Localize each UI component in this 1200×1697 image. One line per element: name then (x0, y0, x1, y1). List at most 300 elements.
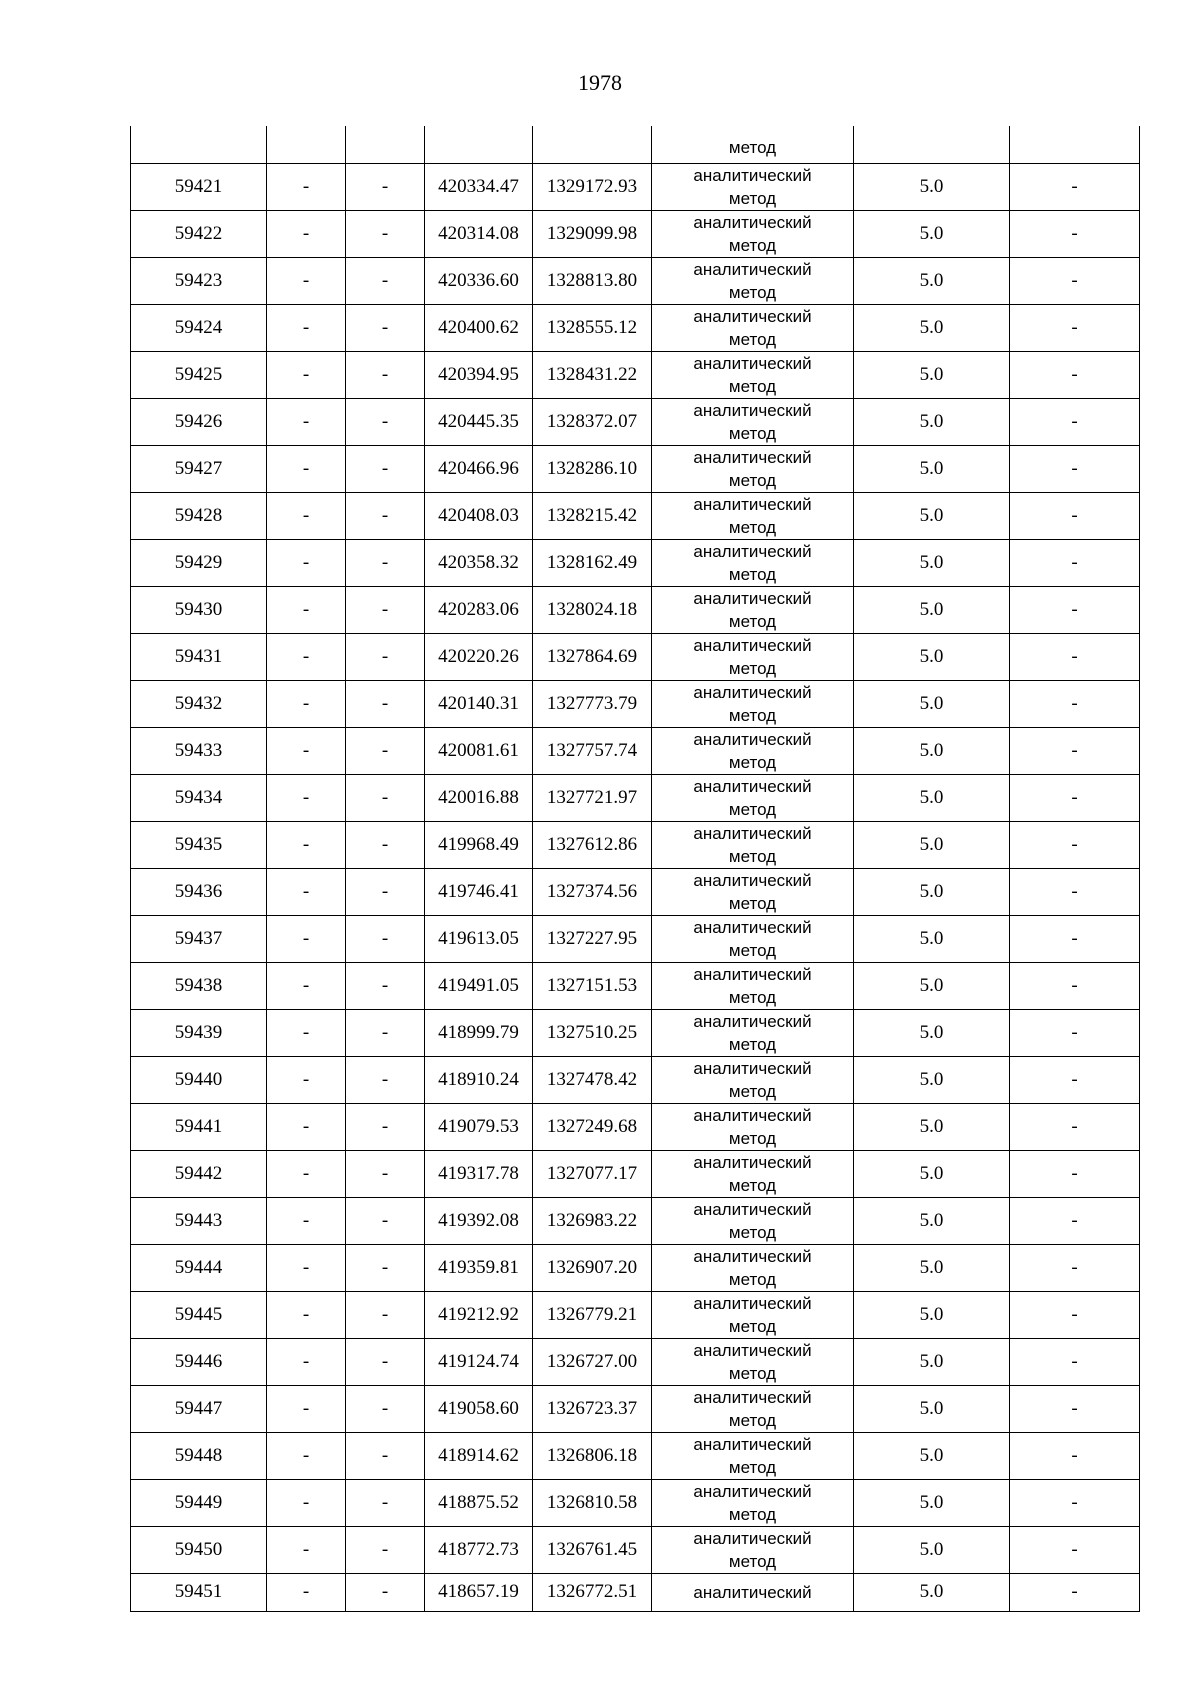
cell-method (652, 1009, 854, 1056)
method-line-1: аналитический (693, 729, 812, 749)
cell-method (652, 868, 854, 915)
cell-accuracy: 5.0 (854, 962, 1010, 1009)
cell-accuracy: 5.0 (854, 1573, 1010, 1611)
method-line-2: метод (728, 1081, 777, 1101)
cell-method (652, 1573, 854, 1611)
cell-c2: - (267, 1197, 346, 1244)
method-line-1: аналитический (693, 494, 812, 514)
cell-c3: - (346, 210, 425, 257)
cell-note: - (1010, 1291, 1140, 1338)
method-line-2: метод (728, 987, 777, 1007)
cell-c2: - (267, 1103, 346, 1150)
cell-id: 59431 (131, 633, 267, 680)
table-row (131, 304, 1140, 351)
method-line-1: аналитический (693, 1105, 812, 1125)
cell-x: 420081.61 (425, 727, 533, 774)
method-line-1: аналитический (693, 259, 812, 279)
cell-c3: - (346, 445, 425, 492)
method-line-2: метод (728, 1175, 777, 1195)
cell-note: - (1010, 1197, 1140, 1244)
cell-id: 59427 (131, 445, 267, 492)
method-text: метод (728, 137, 777, 157)
cell-c3: - (346, 1150, 425, 1197)
cell-method (652, 774, 854, 821)
method-line-1: аналитический (693, 541, 812, 561)
cell-note: - (1010, 351, 1140, 398)
cell-method (652, 1244, 854, 1291)
cell-method (652, 1103, 854, 1150)
cell-note: - (1010, 398, 1140, 445)
cell-c2: - (267, 586, 346, 633)
cell-y: 1328813.80 (533, 257, 652, 304)
cell-method (652, 539, 854, 586)
cell-x: 420220.26 (425, 633, 533, 680)
cell-c2: - (267, 1338, 346, 1385)
table-row (131, 492, 1140, 539)
cell-x: 420334.47 (425, 163, 533, 210)
method-line-1: аналитический (693, 635, 812, 655)
cell-c3: - (346, 1479, 425, 1526)
cell-id: 59434 (131, 774, 267, 821)
cell-c2: - (267, 868, 346, 915)
cell-method (652, 586, 854, 633)
method-line-1: аналитический (693, 1481, 812, 1501)
cell-y: 1329172.93 (533, 163, 652, 210)
cell-id: 59447 (131, 1385, 267, 1432)
method-line-1: аналитический (693, 353, 812, 373)
cell-c2: - (267, 1432, 346, 1479)
method-line-2: метод (728, 893, 777, 913)
cell-accuracy: 5.0 (854, 163, 1010, 210)
cell-c2: - (267, 1291, 346, 1338)
cell-accuracy: 5.0 (854, 1291, 1010, 1338)
cell-y: 1327773.79 (533, 680, 652, 727)
cell-method (652, 1385, 854, 1432)
cell-y: 1326907.20 (533, 1244, 652, 1291)
table-row (131, 539, 1140, 586)
table-row (131, 774, 1140, 821)
cell-y: 1328162.49 (533, 539, 652, 586)
method-line-2: метод (728, 846, 777, 866)
cell-note: - (1010, 1244, 1140, 1291)
cell-note: - (1010, 774, 1140, 821)
cell-y: 1328372.07 (533, 398, 652, 445)
cell-note: - (1010, 210, 1140, 257)
cell-accuracy: 5.0 (854, 1056, 1010, 1103)
cell-x: 419359.81 (425, 1244, 533, 1291)
cell-x: 418914.62 (425, 1432, 533, 1479)
cell-c3: - (346, 774, 425, 821)
cell-note: - (1010, 680, 1140, 727)
cell-accuracy: 5.0 (854, 1479, 1010, 1526)
cell-c2: - (267, 1150, 346, 1197)
method-line-2: метод (728, 705, 777, 725)
cell-x: 420336.60 (425, 257, 533, 304)
cell-x: 420408.03 (425, 492, 533, 539)
cell-method (652, 1197, 854, 1244)
cell-method (652, 126, 854, 163)
cell-y: 1326806.18 (533, 1432, 652, 1479)
cell-id: 59446 (131, 1338, 267, 1385)
method-line-2: метод (728, 940, 777, 960)
cell-c2: - (267, 774, 346, 821)
cell-c2: - (267, 962, 346, 1009)
cell-id: 59425 (131, 351, 267, 398)
cell-y: 1326761.45 (533, 1526, 652, 1573)
cell-method (652, 1150, 854, 1197)
cell-note: - (1010, 868, 1140, 915)
cell-method (652, 1338, 854, 1385)
cell-id: 59436 (131, 868, 267, 915)
cell-note: - (1010, 539, 1140, 586)
cell-c2: - (267, 539, 346, 586)
method-line-1: аналитический (693, 1340, 812, 1360)
method-line-1: аналитический (693, 776, 812, 796)
table-row (131, 680, 1140, 727)
table-row (131, 1573, 1140, 1611)
cell-c3: - (346, 1056, 425, 1103)
cell-c3: - (346, 680, 425, 727)
table-row (131, 1150, 1140, 1197)
method-line-1: аналитический (693, 1058, 812, 1078)
cell-note: - (1010, 1056, 1140, 1103)
method-line-2: метод (728, 1316, 777, 1336)
cell-note: - (1010, 492, 1140, 539)
method-line-2: метод (728, 329, 777, 349)
cell-accuracy: 5.0 (854, 868, 1010, 915)
table-row (131, 1479, 1140, 1526)
cell-x: 418875.52 (425, 1479, 533, 1526)
cell-accuracy: 5.0 (854, 1197, 1010, 1244)
coordinates-table (130, 126, 1140, 1612)
table-row (131, 1197, 1140, 1244)
cell-c2: - (267, 915, 346, 962)
cell-c3: - (346, 1244, 425, 1291)
cell-c2: - (267, 633, 346, 680)
cell-id: 59451 (131, 1573, 267, 1611)
cell-c3: - (346, 586, 425, 633)
cell-method (652, 1479, 854, 1526)
cell-method (652, 445, 854, 492)
cell-x: 419491.05 (425, 962, 533, 1009)
cell-note: - (1010, 727, 1140, 774)
cell-y: 1326779.21 (533, 1291, 652, 1338)
table-row (131, 1385, 1140, 1432)
cell-id: 59426 (131, 398, 267, 445)
cell-note (1010, 126, 1140, 163)
cell-accuracy: 5.0 (854, 210, 1010, 257)
cell-note: - (1010, 445, 1140, 492)
cell-id: 59422 (131, 210, 267, 257)
cell-note: - (1010, 1573, 1140, 1611)
cell-c3: - (346, 1526, 425, 1573)
cell-x: 419058.60 (425, 1385, 533, 1432)
cell-accuracy: 5.0 (854, 304, 1010, 351)
table-row (131, 445, 1140, 492)
cell-id: 59429 (131, 539, 267, 586)
cell-accuracy: 5.0 (854, 257, 1010, 304)
continued-row (131, 126, 1140, 163)
cell-c3: - (346, 633, 425, 680)
cell-y: 1327478.42 (533, 1056, 652, 1103)
cell-c3: - (346, 1291, 425, 1338)
table-row (131, 1291, 1140, 1338)
table-row (131, 915, 1140, 962)
cell-x: 418999.79 (425, 1009, 533, 1056)
cell-x: 420314.08 (425, 210, 533, 257)
cell-x: 420394.95 (425, 351, 533, 398)
cell-x: 420466.96 (425, 445, 533, 492)
cell-id: 59423 (131, 257, 267, 304)
cell-c3: - (346, 1009, 425, 1056)
method-line-1: аналитический (693, 588, 812, 608)
method-line-2: метод (728, 752, 777, 772)
cell-accuracy: 5.0 (854, 1103, 1010, 1150)
cell-id: 59450 (131, 1526, 267, 1573)
cell-c2: - (267, 492, 346, 539)
cell-id: 59441 (131, 1103, 267, 1150)
cell-x: 419968.49 (425, 821, 533, 868)
method-line-1: аналитический (693, 1434, 812, 1454)
cell-x: 418657.19 (425, 1573, 533, 1611)
cell-c3: - (346, 1385, 425, 1432)
cell-c3: - (346, 1197, 425, 1244)
cell-note: - (1010, 962, 1140, 1009)
cell-method (652, 163, 854, 210)
cell-note: - (1010, 821, 1140, 868)
cell-x: 420445.35 (425, 398, 533, 445)
cell-c2 (267, 126, 346, 163)
cell-accuracy: 5.0 (854, 586, 1010, 633)
cell-method (652, 821, 854, 868)
table-row (131, 1103, 1140, 1150)
cell-note: - (1010, 1150, 1140, 1197)
cell-x: 420016.88 (425, 774, 533, 821)
cell-note: - (1010, 1479, 1140, 1526)
cell-accuracy: 5.0 (854, 1244, 1010, 1291)
cell-y (533, 126, 652, 163)
cell-x: 419613.05 (425, 915, 533, 962)
cell-y: 1328286.10 (533, 445, 652, 492)
table-row (131, 257, 1140, 304)
cell-y: 1328431.22 (533, 351, 652, 398)
cell-x (425, 126, 533, 163)
table-row (131, 586, 1140, 633)
cell-c3: - (346, 1338, 425, 1385)
table-row (131, 821, 1140, 868)
method-line-1: аналитический (693, 306, 812, 326)
cell-id: 59430 (131, 586, 267, 633)
cell-method (652, 1056, 854, 1103)
cell-note: - (1010, 163, 1140, 210)
cell-c3: - (346, 398, 425, 445)
cell-c2: - (267, 821, 346, 868)
cell-note: - (1010, 1432, 1140, 1479)
cell-c2: - (267, 1479, 346, 1526)
page-number: 1978 (578, 70, 622, 95)
cell-accuracy: 5.0 (854, 1385, 1010, 1432)
method-line-1: аналитический (693, 682, 812, 702)
cell-y: 1326810.58 (533, 1479, 652, 1526)
cell-accuracy (854, 126, 1010, 163)
method-line-1: аналитический (693, 1246, 812, 1266)
method-line-1: аналитический (693, 870, 812, 890)
table-row (131, 398, 1140, 445)
method-line-2: метод (728, 1222, 777, 1242)
cell-c3: - (346, 868, 425, 915)
method-line-2: метод (728, 799, 777, 819)
cell-y: 1327151.53 (533, 962, 652, 1009)
method-line-2: метод (728, 1551, 777, 1571)
cell-x: 418910.24 (425, 1056, 533, 1103)
table-row (131, 163, 1140, 210)
method-line-1: аналитический (693, 212, 812, 232)
method-line-2: метод (728, 376, 777, 396)
method-line-2: метод (728, 517, 777, 537)
cell-id: 59439 (131, 1009, 267, 1056)
cell-y: 1327864.69 (533, 633, 652, 680)
cell-c3: - (346, 163, 425, 210)
method-line-1: аналитический (693, 400, 812, 420)
cell-y: 1326983.22 (533, 1197, 652, 1244)
cell-x: 419746.41 (425, 868, 533, 915)
table-row (131, 633, 1140, 680)
cell-y: 1329099.98 (533, 210, 652, 257)
cell-accuracy: 5.0 (854, 727, 1010, 774)
cell-note: - (1010, 915, 1140, 962)
cell-c3: - (346, 1573, 425, 1611)
cell-c2: - (267, 1009, 346, 1056)
cell-y: 1327757.74 (533, 727, 652, 774)
method-line-2: метод (728, 658, 777, 678)
table-row (131, 962, 1140, 1009)
table-row (131, 1056, 1140, 1103)
method-line-1: аналитический (693, 823, 812, 843)
cell-accuracy: 5.0 (854, 539, 1010, 586)
method-line-1: аналитический (693, 1152, 812, 1172)
method-line-1: аналитический (693, 1293, 812, 1313)
cell-c3: - (346, 539, 425, 586)
cell-id (131, 126, 267, 163)
cell-note: - (1010, 1103, 1140, 1150)
cell-id: 59444 (131, 1244, 267, 1291)
table-row (131, 1009, 1140, 1056)
cell-c2: - (267, 1244, 346, 1291)
method-line-2: метод (728, 1128, 777, 1148)
cell-accuracy: 5.0 (854, 1432, 1010, 1479)
cell-note: - (1010, 1338, 1140, 1385)
cell-y: 1326727.00 (533, 1338, 652, 1385)
cell-x: 418772.73 (425, 1526, 533, 1573)
method-line-1: аналитический (693, 917, 812, 937)
cell-c3 (346, 126, 425, 163)
cell-id: 59445 (131, 1291, 267, 1338)
cell-x: 420358.32 (425, 539, 533, 586)
cell-accuracy: 5.0 (854, 351, 1010, 398)
cell-id: 59435 (131, 821, 267, 868)
cell-y: 1326772.51 (533, 1573, 652, 1611)
cell-y: 1326723.37 (533, 1385, 652, 1432)
cell-c3: - (346, 1103, 425, 1150)
cell-x: 419392.08 (425, 1197, 533, 1244)
method-line-2: метод (728, 1457, 777, 1477)
method-line-2: метод (728, 188, 777, 208)
cell-c2: - (267, 1526, 346, 1573)
method-line-1: аналитический (693, 1199, 812, 1219)
method-line-1: аналитический (693, 1387, 812, 1407)
method-line-1: аналитический (693, 165, 812, 185)
cell-id: 59424 (131, 304, 267, 351)
cell-c2: - (267, 727, 346, 774)
cell-c2: - (267, 210, 346, 257)
cell-accuracy: 5.0 (854, 633, 1010, 680)
cell-x: 420400.62 (425, 304, 533, 351)
cell-note: - (1010, 1526, 1140, 1573)
method-line-2: метод (728, 611, 777, 631)
cell-y: 1327249.68 (533, 1103, 652, 1150)
cell-c2: - (267, 1385, 346, 1432)
cell-y: 1328215.42 (533, 492, 652, 539)
cell-method (652, 304, 854, 351)
cell-c3: - (346, 257, 425, 304)
cell-y: 1327374.56 (533, 868, 652, 915)
cell-y: 1328555.12 (533, 304, 652, 351)
cell-id: 59449 (131, 1479, 267, 1526)
cell-c2: - (267, 257, 346, 304)
table-row (131, 727, 1140, 774)
cell-method (652, 1526, 854, 1573)
cell-note: - (1010, 633, 1140, 680)
cell-method (652, 1432, 854, 1479)
method-line-2: метод (728, 1504, 777, 1524)
table-row (131, 1432, 1140, 1479)
cell-note: - (1010, 1009, 1140, 1056)
cell-y: 1327077.17 (533, 1150, 652, 1197)
cell-y: 1327612.86 (533, 821, 652, 868)
cell-c2: - (267, 163, 346, 210)
cell-c2: - (267, 680, 346, 727)
cell-method (652, 680, 854, 727)
table-row (131, 1526, 1140, 1573)
cell-x: 419212.92 (425, 1291, 533, 1338)
cell-c3: - (346, 821, 425, 868)
method-line-2: метод (728, 470, 777, 490)
cell-id: 59421 (131, 163, 267, 210)
table-row (131, 1338, 1140, 1385)
cell-x: 419079.53 (425, 1103, 533, 1150)
method-line-1: аналитический (693, 1011, 812, 1031)
method-line-1: аналитический (693, 447, 812, 467)
cell-c2: - (267, 398, 346, 445)
cell-accuracy: 5.0 (854, 1526, 1010, 1573)
table-row (131, 868, 1140, 915)
table-body (131, 126, 1140, 1611)
cell-c3: - (346, 915, 425, 962)
cell-accuracy: 5.0 (854, 1150, 1010, 1197)
cell-x: 420140.31 (425, 680, 533, 727)
cell-method (652, 492, 854, 539)
cell-y: 1327227.95 (533, 915, 652, 962)
cell-id: 59440 (131, 1056, 267, 1103)
cell-id: 59428 (131, 492, 267, 539)
cell-c3: - (346, 492, 425, 539)
cell-c3: - (346, 1432, 425, 1479)
cell-accuracy: 5.0 (854, 398, 1010, 445)
table-row (131, 210, 1140, 257)
cell-c2: - (267, 1573, 346, 1611)
cell-c2: - (267, 304, 346, 351)
cell-note: - (1010, 304, 1140, 351)
